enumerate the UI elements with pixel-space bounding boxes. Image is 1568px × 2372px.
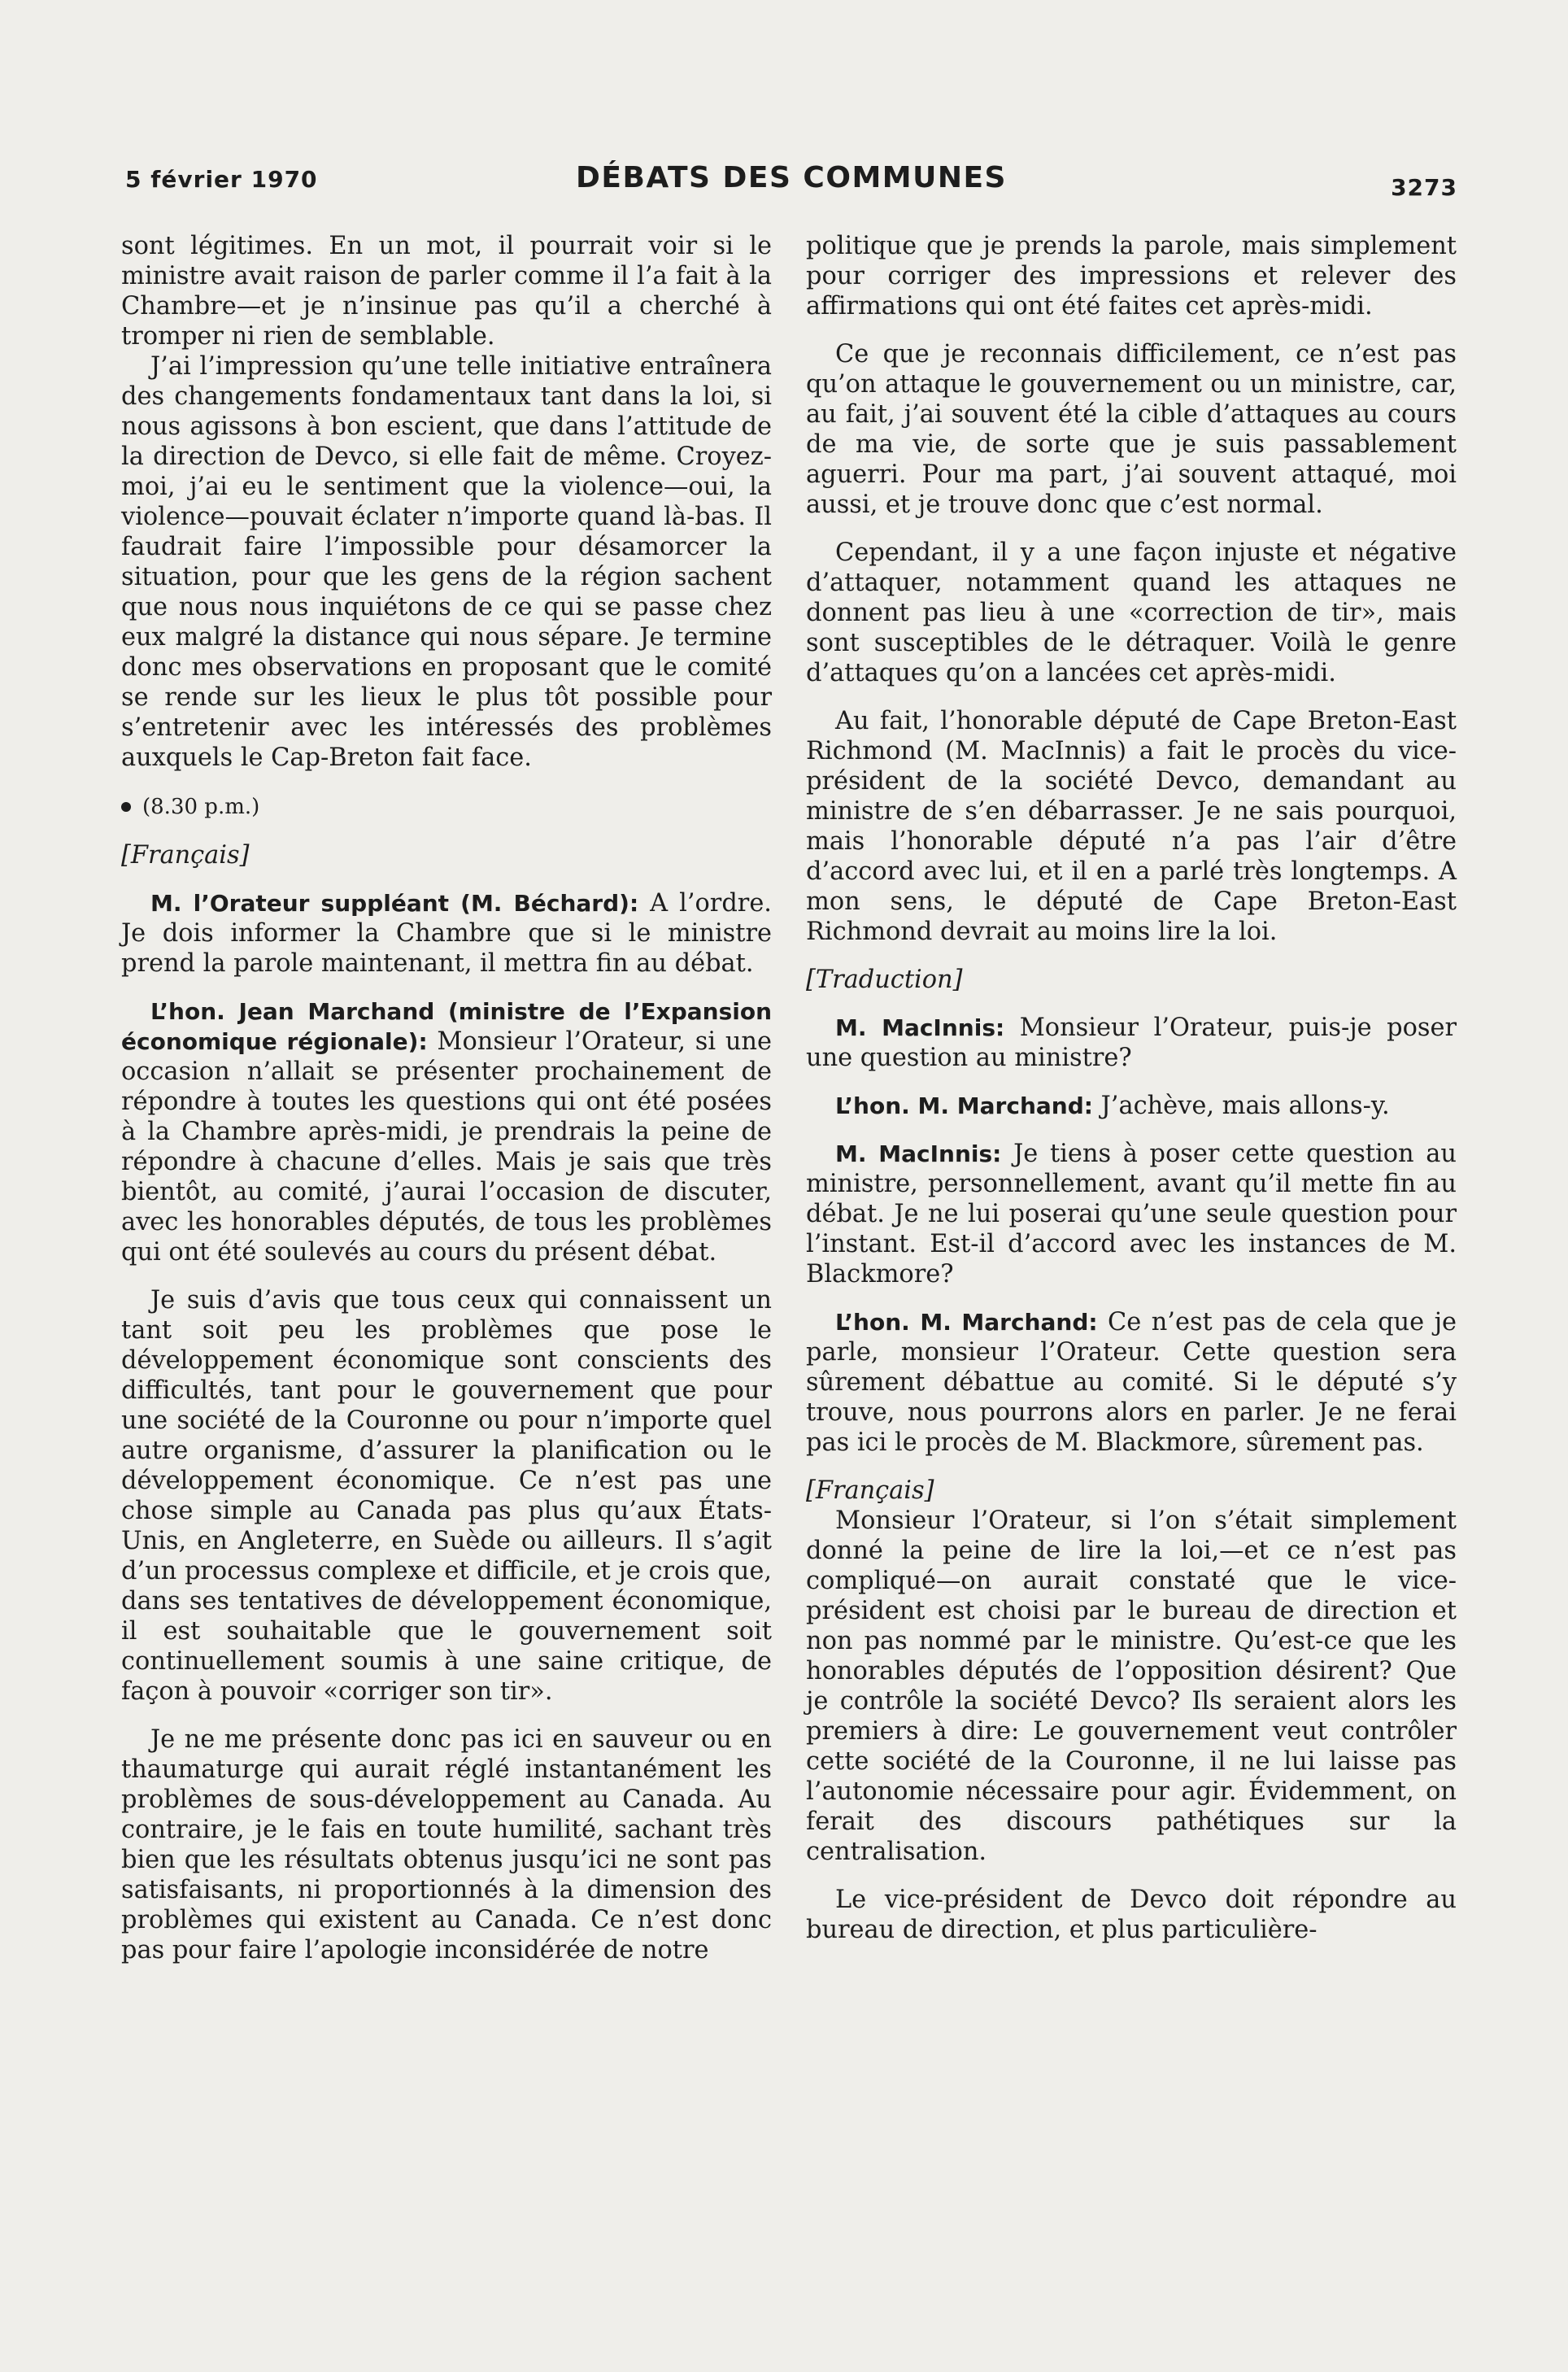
speech (121, 888, 772, 979)
language-marker: [Traduction] (806, 966, 963, 994)
speaker-name: L’hon. Jean Marchand (ministre de l’Expansion économique régionale): (121, 998, 772, 1055)
speech-text: A l’ordre. Je dois informer la Chambre que si le ministre prend la parole maintenant, il mettra fin au débat. (121, 889, 772, 978)
speech (806, 1307, 1457, 1458)
language-marker: [Français] (806, 1476, 934, 1505)
speech-text: J’achève, mais allons-y. (1100, 1092, 1390, 1120)
speech-text: Je tiens à poser cette question au ministre, personnellement, avant qu’il mette fin au débat. Je ne lui poserai qu’une seule question pour l’instant. Est-il d’accord avec les instances de M. Blackmore? (806, 1140, 1457, 1288)
speech (806, 1139, 1457, 1289)
paragraph: Ce que je reconnais difficilement, ce n’est pas qu’on attaque le gouvernement ou un ministre, car, au fait, j’ai souvent été la cible d’attaques au cours de ma vie, de sorte que je suis passablement aguerri. Pour ma part, j’ai souvent attaqué, moi aussi, et je trouve donc que c’est normal. (806, 340, 1457, 519)
time-marker-text: (8.30 p.m.) (142, 795, 260, 819)
time-marker (121, 791, 772, 822)
paragraph: Au fait, l’honorable député de Cape Breton-East Richmond (M. MacInnis) a fait le procès du vice-président de la société Devco, demandant au ministre de s’en débarrasser. Je ne sais pourquoi, mais l’honorable député n’a pas l’air d’être d’accord avec lui, et il en a parlé très longtemps. A mon sens, le député de Cape Breton-East Richmond devrait au moins lire la loi. (806, 707, 1457, 946)
paragraph: sont légitimes. En un mot, il pourrait voir si le ministre avait raison de parler comme il l’a fait à la Chambre—et je n’insinue pas qu’il a cherché à tromper ni rien de semblable. (121, 232, 772, 351)
paragraph: Le vice-président de Devco doit répondre au bureau de direction, et plus particulière- (806, 1886, 1457, 1944)
speaker-name: M. MacInnis: (835, 1140, 1002, 1167)
paragraph: politique que je prends la parole, mais simplement pour corriger des impressions et relever des affirmations qui ont été faites cet après-midi. (806, 232, 1457, 320)
speech-text: Monsieur l’Orateur, si une occasion n’allait se présenter prochainement de répondre à toutes les questions qui ont été posées à la Chambre après-midi, je prendrais la peine de répondre à chacune d’elles. Mais je sais que très bientôt, au comité, j’aurai l’occasion de discuter, avec les honorables députés, de tous les problèmes qui ont été soulevés au cours du présent débat. (121, 1027, 772, 1267)
header-title: DÉBATS DES COMMUNES (576, 161, 1007, 194)
header-date: 5 février 1970 (125, 166, 318, 193)
paragraph: J’ai l’impression qu’une telle initiative entraînera des changements fondamentaux tant dans la loi, si nous agissons à bon escient, que dans l’attitude de la direction de Devco, si elle fait de même. Croyez-moi, j’ai eu le sentiment que la violence—oui, la violence—pouvait éclater n’importe quand là-bas. Il faudrait faire l’impossible pour désamorcer la situation, pour que les gens de la région sachent que nous nous inquiétons de ce qui se passe chez eux malgré la distance qui nous sépare. Je termine donc mes observations en proposant que le comité se rende sur les lieux le plus tôt possible pour s’entretenir avec les intéressés des problèmes auxquels le Cap-Breton fait face. (121, 352, 772, 772)
speaker-name: M. MacInnis: (835, 1014, 1005, 1041)
left-column (121, 231, 772, 1965)
speech-text: Ce n’est pas de cela que je parle, monsieur l’Orateur. Cette question sera sûrement débattue au comité. Si le député s’y trouve, nous pourrons alors en parler. Je ne ferai pas ici le procès de M. Blackmore, sûrement pas. (806, 1308, 1457, 1457)
page-header (125, 161, 1457, 202)
paragraph: Monsieur l’Orateur, si l’on s’était simplement donné la peine de lire la loi,—et ce n’est pas compliqué—on aurait constaté que le vice-président est choisi par le bureau de direction et non pas nommé par le ministre. Qu’est-ce que les honorables députés de l’opposition désirent? Que je contrôle la société Devco? Ils seraient alors les premiers à dire: Le gouvernement veut contrôler cette société de la Couronne, il ne lui laisse pas l’autonomie nécessaire pour agir. Évidemment, on ferait des discours pathétiques sur la centralisation. (806, 1506, 1457, 1866)
speech (806, 1091, 1457, 1121)
speech-text: Monsieur l’Orateur, puis-je poser une question au ministre? (806, 1014, 1457, 1072)
speaker-name: L’hon. M. Marchand: (835, 1309, 1098, 1336)
speaker-name: M. l’Orateur suppléant (M. Béchard): (150, 890, 639, 917)
language-marker: [Français] (121, 841, 250, 870)
speaker-name: L’hon. M. Marchand: (835, 1092, 1093, 1119)
paragraph: Je ne me présente donc pas ici en sauveur ou en thaumaturge qui aurait réglé instantanément les problèmes de sous-développement au Canada. Au contraire, je le fais en toute humilité, sachant très bien que les résultats obtenus jusqu’ici ne sont pas satisfaisants, ni proportionnés à la dimension des problèmes qui existent au Canada. Ce n’est donc pas pour faire l’apologie inconsidérée de notre (121, 1725, 772, 1964)
speech (121, 996, 772, 1267)
paragraph: Cependant, il y a une façon injuste et négative d’attaquer, notamment quand les attaques ne donnent pas lieu à une «correction de tir», mais sont susceptibles de le détraquer. Voilà le genre d’attaques qu’on a lancées cet après-midi. (806, 538, 1457, 687)
bullet-icon (121, 802, 131, 812)
paragraph: Je suis d’avis que tous ceux qui connaissent un tant soit peu les problèmes que pose le développement économique sont conscients des difficultés, tant pour le gouvernement que pour une société de la Couronne ou pour n’importe quel autre organisme, d’assurer la planification ou le développement économique. Ce n’est pas une chose simple au Canada pas plus qu’aux États-Unis, en Angleterre, en Suède ou ailleurs. Il s’agit d’un processus complexe et difficile, et je crois que, dans ses tentatives de développement économique, il est souhaitable que le gouvernement soit continuellement soumis à une saine critique, de façon à pouvoir «corriger son tir». (121, 1286, 772, 1706)
right-column (806, 231, 1457, 1945)
page-number: 3273 (1391, 174, 1457, 201)
speech (806, 1013, 1457, 1073)
